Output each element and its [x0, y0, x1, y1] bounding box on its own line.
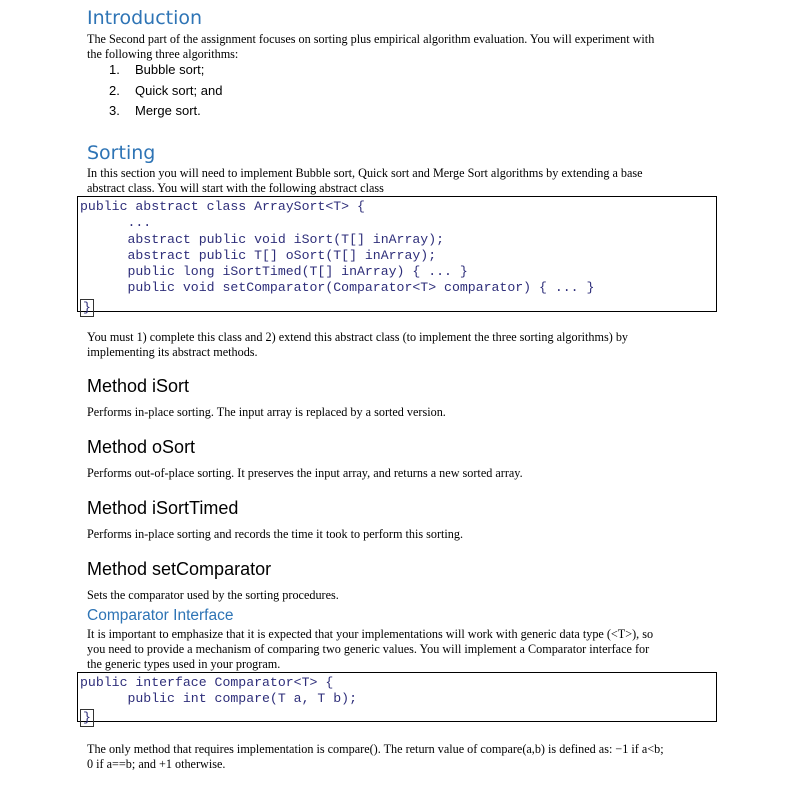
list-item	[109, 101, 222, 122]
abstract-class-code-block	[77, 196, 717, 315]
text-line: Performs out-of-place sorting. It preserves the input array, and returns a new sorted array.	[87, 466, 523, 480]
code-line: public long iSortTimed(T[] inArray) { ... }	[80, 264, 468, 280]
method-setcomparator-heading: Method setComparator	[87, 559, 272, 579]
text-line: implementing its abstract methods.	[87, 345, 258, 359]
list-text: Merge sort.	[135, 103, 201, 118]
comparator-heading: Comparator Interface	[87, 607, 234, 624]
list-item	[109, 81, 222, 102]
text-line: the following three algorithms:	[87, 47, 239, 61]
code-line: ...	[80, 215, 152, 231]
closing-brace: }	[80, 299, 94, 317]
text-line: 0 if a==b; and +1 otherwise.	[87, 757, 226, 771]
method-osort-text	[87, 466, 717, 481]
list-number: 2.	[109, 82, 120, 98]
code-line: public void setComparator(Comparator<T> comparator) { ... }	[80, 280, 595, 296]
closing-brace: }	[80, 709, 94, 727]
sorting-paragraph	[87, 166, 717, 196]
text-line: Sets the comparator used by the sorting procedures.	[87, 588, 339, 602]
method-isort-heading: Method iSort	[87, 376, 190, 396]
code-line: public int compare(T a, T b);	[80, 691, 357, 707]
code-line: abstract public void iSort(T[] inArray);	[80, 231, 445, 247]
introduction-paragraph	[87, 32, 717, 62]
text-line: abstract class. You will start with the following abstract class	[87, 181, 384, 195]
text-line: You must 1) complete this class and 2) extend this abstract class (to implement the three sorting algorithms) by	[87, 330, 629, 344]
text-line: Performs in-place sorting and records the time it took to perform this sorting.	[87, 527, 464, 541]
method-isorttimed-heading: Method iSortTimed	[87, 498, 239, 518]
code-line	[80, 709, 716, 727]
comparator-paragraph	[87, 627, 717, 672]
list-number: 1.	[109, 62, 120, 77]
text-line: It is important to emphasize that it is expected that your implementations will work with generic data type (<T>), so	[87, 627, 654, 641]
text-line: The Second part of the assignment focuses on sorting plus empirical algorithm evaluation. You will experiment with	[87, 32, 655, 46]
code-line	[80, 299, 716, 317]
text-line: In this section you will need to implement Bubble sort, Quick sort and Merge Sort algorithms by extending a base	[87, 166, 643, 180]
code-line: public abstract class ArraySort<T> {	[80, 199, 365, 214]
list-number: 3.	[109, 103, 120, 118]
method-isort-text	[87, 405, 717, 420]
list-text: Quick sort; and	[135, 82, 223, 98]
algorithm-list	[109, 60, 222, 122]
text-line: The only method that requires implementation is compare(). The return value of compare(a,b) is defined as: −1 if a<b;	[87, 742, 664, 756]
list-text: Bubble sort;	[135, 62, 205, 77]
code-line: abstract public T[] oSort(T[] inArray);	[80, 247, 437, 263]
text-line: the generic types used in your program.	[87, 657, 281, 671]
comparator-followup-paragraph	[87, 742, 717, 772]
comparator-code-block	[77, 672, 717, 725]
introduction-heading: Introduction	[87, 7, 203, 29]
method-osort-heading: Method oSort	[87, 437, 196, 457]
text-line: Performs in-place sorting. The input array is replaced by a sorted version.	[87, 405, 446, 419]
sorting-followup-paragraph	[87, 330, 717, 360]
list-item	[109, 60, 222, 81]
method-setcomparator-text	[87, 588, 717, 603]
code-line: public interface Comparator<T> {	[80, 675, 334, 690]
text-line: you need to provide a mechanism of comparing two generic values. You will implement a Comparator interface for	[87, 642, 650, 656]
sorting-heading: Sorting	[87, 142, 156, 164]
method-isorttimed-text	[87, 527, 717, 542]
